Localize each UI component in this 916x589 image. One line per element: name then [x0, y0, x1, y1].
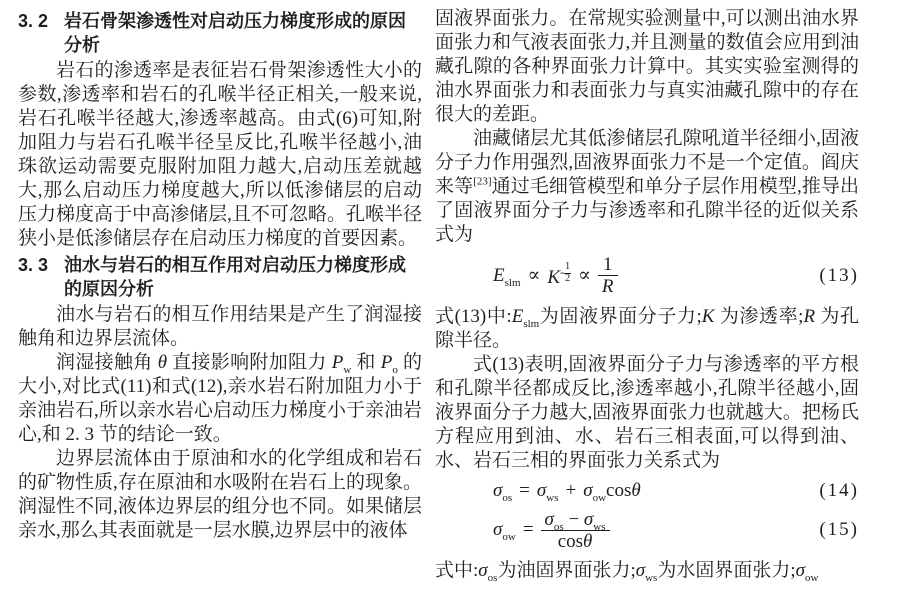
equation-number-15: (15) [819, 519, 859, 541]
equation-14 [435, 480, 859, 502]
section-heading-3-3 [18, 253, 422, 301]
exponent-fraction: $\frac{1}{2}$ [565, 261, 571, 284]
subscript-o: o [392, 363, 398, 376]
section-heading-3-2 [18, 9, 422, 57]
fraction-numerator: $\sigma_{os} - \sigma_{ws}$ [541, 509, 610, 531]
equation-15-body [493, 509, 610, 553]
plus-symbol: + [565, 479, 577, 501]
variable-sigma-ws: σ [635, 560, 646, 582]
paragraph-rock-permeability: 岩石的渗透率是表征岩石骨架渗透性大小的参数,渗透率和岩石的孔喉半径正相关,一般来说,岩石孔喉半径越大,渗透率越高。由式(6)可知,附加阻力与岩石孔喉半径呈反比,孔喉半径越小,油珠欲运动需要克服附加阻力越大,启动压差就越大,那么启动压力梯度越大,所以低渗储层的启动压力梯度高于中高渗储层,且不可忽略。孔喉半径狭小是低渗储层存在启动压力梯度的首要因素。 [18, 60, 422, 249]
term-sigma-ow-cos-theta: $\sigma_{ow}\cos\theta$ [583, 479, 641, 504]
paragraph-eq13-definitions [435, 305, 859, 353]
term-sigma-ow: $\sigma_{ow}$ [493, 519, 516, 544]
text-segment: 为水固界面张力; [657, 560, 796, 582]
equation-14-body [493, 480, 641, 502]
right-column [435, 7, 859, 583]
text-segment: 润湿接触角 [56, 352, 158, 373]
term-E-slm: $E_{slm}$ [493, 264, 521, 289]
term-sigma-os: $\sigma_{os}$ [493, 479, 513, 504]
paragraph-eq13-explanation: 式(13)表明,固液界面分子力与渗透率的平方根和孔隙半径都成反比,渗透率越小,孔隙半径越小,固液界面分子力越大,固液界面张力也就越大。把杨氏方程应用到油、水、岩石三相表面,可以得到油、水、岩石三相的界面张力关系式为 [435, 353, 859, 471]
text-segment: 和 [351, 352, 381, 373]
paragraph-sigma-definitions: 式中$:\sigma_{os}$为油固界面张力$;\sigma_{ws}$为水固界面张力$;\sigma_{ow}$ [435, 560, 819, 584]
fraction-denominator: cosθ [557, 530, 593, 552]
term-sigma-ws: $\sigma_{ws}$ [536, 479, 559, 504]
heading-number: 3. 2 [18, 11, 49, 31]
fraction-one-over-R: $\frac{1}{R}$ [598, 254, 618, 298]
equation-15 [435, 509, 859, 553]
text-segment: 的大小,对比式(11)和式(12),亲水岩石附加阻力小于亲油岩石,所以亲水岩心启动压力梯度小于亲油岩心,和 2. 3 节的结论一致。 [18, 352, 422, 445]
text-segment: 为渗透率; [714, 305, 804, 327]
heading-number: 3. 3 [18, 255, 49, 275]
text-segment: 为孔隙半径。 [435, 305, 860, 351]
paragraph-boundary-layer: 边界层流体由于原油和水的化学组成和岩石的矿物性质,存在原油和水吸附在岩石上的现象。润湿性不同,液体边界层的组分也不同。如果储层亲水,那么其表面就是一层水膜,边界层中的液体 [18, 448, 422, 541]
paragraph-oil-water-interaction: 油水与岩石的相互作用结果是产生了润湿接触角和边界层流体。 [18, 304, 422, 349]
equation-13-body [493, 254, 618, 298]
subscript-slm: slm [523, 317, 540, 330]
equation-number-13: (13) [819, 264, 859, 286]
subscript-w: w [343, 363, 352, 376]
variable-E-slm: E [511, 305, 524, 327]
variable-P-w: P [331, 352, 344, 373]
equation-number-14: (14) [819, 479, 859, 501]
text-segment: 直接影响附加阻力 [167, 352, 332, 373]
proportional-symbol: ∝ [527, 264, 541, 286]
heading-title: 岩石骨架渗透性对启动压力梯度形成的原因分析 [64, 11, 406, 55]
equals-symbol: = [519, 479, 530, 501]
term-K-exponent: $K^{- \frac{1}{2}}$ [547, 261, 571, 289]
text-segment: 油藏储层尤其低渗储层孔隙吼道半径细小,固液分子力作用强烈,固液界面张力不是一个定值。阎庆来等 [435, 128, 859, 197]
left-column [18, 7, 422, 583]
proportional-symbol: ∝ [578, 264, 591, 286]
subscript-slm: slm [504, 276, 521, 289]
variable-P-o: P [380, 352, 393, 373]
variable-K: K [701, 305, 715, 327]
text-segment: 为油固界面张力; [497, 560, 636, 582]
paragraph-reservoir-pore [435, 127, 859, 247]
text-segment: 式中: [435, 560, 479, 582]
fraction-sigma-over-cos [541, 509, 610, 553]
text-segment: 为固液界面分子力; [539, 305, 702, 327]
paragraph-interfacial-tension: 固液界面张力。在常规实验测量中,可以测出油水界面张力和气液表面张力,并且测量的数值会应用到油藏孔隙的各种界面张力计算中。其实实验室测得的油水界面张力和表面张力与真实油藏孔隙中的存在很大的差距。 [435, 8, 859, 125]
heading-title: 油水与岩石的相互作用对启动压力梯度形成的原因分析 [64, 255, 406, 299]
paragraph-wetting-contact-angle [18, 351, 422, 447]
variable-R: R [803, 305, 816, 327]
text-segment: 式(13)中: [435, 305, 512, 327]
citation-ref-23: [23] [473, 175, 492, 188]
variable-theta: θ [157, 352, 168, 373]
variable-sigma-os: σ [478, 560, 488, 582]
equation-13 [435, 254, 859, 298]
text-segment: 通过毛细管模型和单分子层作用模型,推导出了固液界面分子力与渗透率和孔隙半径的近似关系式为 [435, 176, 859, 245]
variable-sigma-ow: σ [795, 560, 805, 582]
equals-symbol: = [522, 519, 534, 541]
exponent-minus-half: - 1 2 [560, 261, 571, 284]
